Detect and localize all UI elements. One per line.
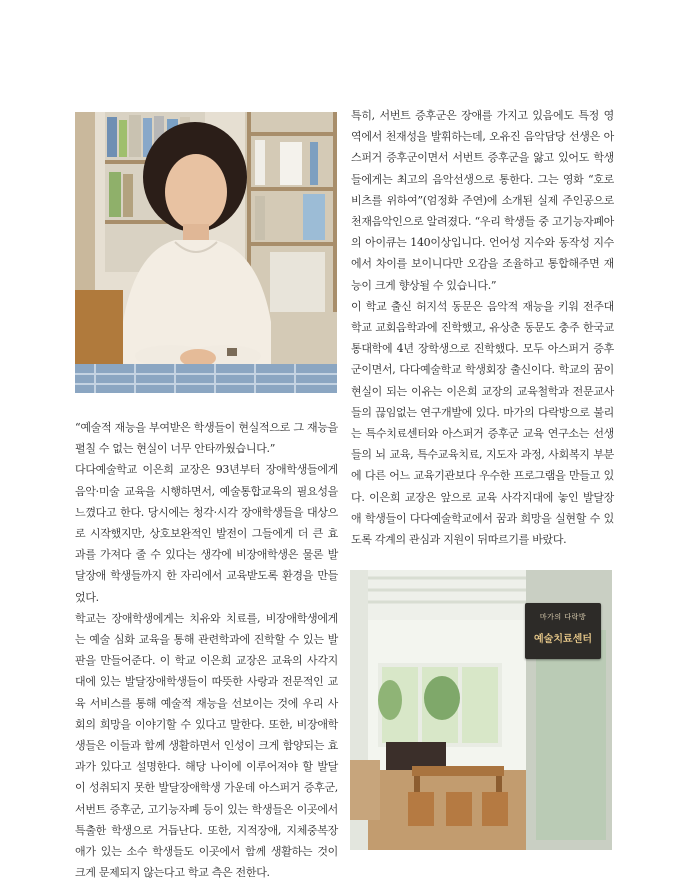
left-text-column <box>75 417 338 883</box>
body-paragraph: 학교는 장애학생에게는 치유와 치료를, 비장애학생에게는 예술 심화 교육을 통해 관련학과에 진학할 수 있는 발판을 만들어준다. 이 학교 이은희 교장은 교육의 사각지대에 있는 발달장애학생들이 따뜻한 사랑과 전문적인 교육 서비스를 통해 예술적 재능을 선보이는 것에 우리 사회의 희망을 이야기할 수 있다고 말한다. 또한, 비장애학생들은 이들과 함께 생활하면서 인성이 크게 함양되는 효과가 있다고 설명한다. 해당 나이에 이루어져야 할 발달이 성취되지 못한 발달장애학생 가운데 아스퍼거 증후군, 서번트 증후군, 고기능자폐 등이 있는 학생들은 이곳에서 특출한 학생으로 거듭난다. 또한, 지적장애, 지체중복장애가 있는 소수 학생들도 이곳에서 함께 생활하는 것이 크게 문제되지 않는다고 학교 측은 전한다. <box>75 611 338 880</box>
art-therapy-center-sign <box>525 603 601 659</box>
body-paragraph: 이 학교 출신 허지석 동문은 음악적 재능을 키워 전주대학교 교회음학과에 진학했고, 유상춘 동문도 충주 한국교통대학에 4년 장학생으로 진학했다. 모두 아스퍼거 증후군이면서, 다다예술학교 학생회장 출신이다. 학교의 꿈이 현실이 되는 이유는 이은희 교장의 교육철학과 전문교사들의 끊임없는 연구개발에 있다. 마가의 다락방으로 불리는 특수치료센터와 아스퍼거 증후군 교육 연구소는 선생들의 뇌 교육, 특수교육치료, 지도자 과정, 사회복지 부분에 다른 어느 교육기관보다 우수한 프로그램을 만들고 있다. 이은희 교장은 앞으로 교육 사각지대에 놓인 발달장애 학생들이 다다예술학교에서 꿈과 희망을 실현할 수 있도록 각계의 관심과 지원이 뒤따르기를 바랐다. <box>351 299 614 547</box>
body-paragraph: 특히, 서번트 증후군은 장애를 가지고 있음에도 특정 영역에서 천재성을 발휘하는데, 오유진 음악담당 선생은 아스퍼거 증후군이면서 서번트 증후군을 앓고 있어도 학생들에게는 최고의 음악선생으로 통한다. 그는 영화 “호로비츠를 위하여”(엄정화 주연)에 소개된 실제 주인공으로 천재음악인으로 알려졌다. “우리 학생들 중 고기능자폐아의 아이큐는 140이상입니다. 언어성 지수와 동작성 지수에서 차이를 보이니다만 오감을 조율하고 통합해주면 재능이 크게 향상될 수 있습니다.” <box>351 109 614 292</box>
sign-small-text: 마가의 다락방 <box>539 613 587 621</box>
therapy-center-photo <box>350 570 612 850</box>
quote-paragraph: “예술적 재능을 부여받은 학생들이 현실적으로 그 재능을 펼칠 수 없는 현실이 너무 안타까웠습니다.” <box>75 421 338 456</box>
sign-main-text: 예술치료센터 <box>534 634 592 645</box>
right-text-column <box>351 105 614 550</box>
portrait-illustration <box>75 112 337 393</box>
principal-portrait-photo <box>75 112 337 393</box>
body-paragraph: 다다예술학교 이은희 교장은 93년부터 장애학생들에게 음악·미술 교육을 시행하면서, 예술통합교육의 필요성을 느꼈다고 한다. 당시에는 청각·시각 장애학생들을 대상으로 시작했지만, 상호보완적인 발전이 그들에게 더 큰 효과를 가져다 줄 수 있다는 생각에 비장애학생은 물론 발달장애 학생들까지 한 자리에서 교육받도록 환경을 만들었다. <box>75 463 338 604</box>
